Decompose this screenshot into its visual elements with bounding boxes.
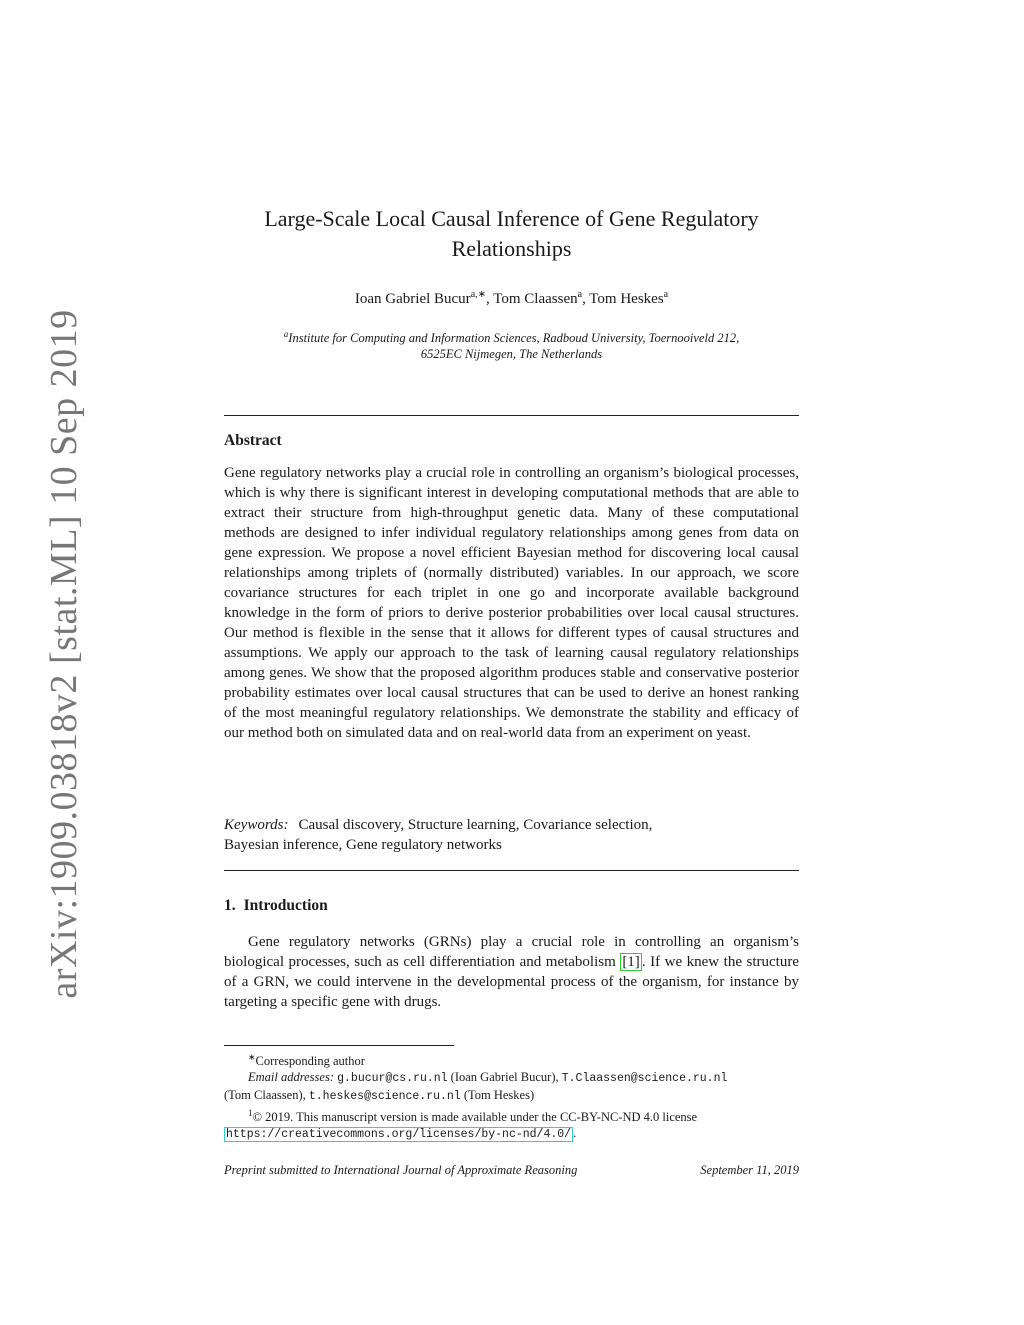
email-bucur: g.bucur@cs.ru.nl [337, 1072, 448, 1086]
keywords [224, 815, 799, 855]
footer-journal: Preprint submitted to International Journal of Approximate Reasoning [224, 1163, 578, 1177]
introduction-paragraph: Gene regulatory networks (GRNs) play a crucial role in controlling an organism’s biological processes, such as cell differentiation and metabolism [1] . If we knew the structure of a GRN, we could intervene in the developmental process of the organism, for instance by targeting a specific gene with drugs. [224, 934, 800, 1010]
email-label: Email addresses: [248, 1070, 334, 1085]
footnote-corresponding: ∗Corresponding author [248, 1052, 365, 1069]
footnotes [224, 1049, 799, 1143]
affiliation [224, 326, 799, 362]
section-heading-introduction [224, 897, 328, 915]
author-name: Tom Claassen [493, 291, 578, 307]
author-affil-mark: a [663, 289, 669, 300]
arxiv-identifier-stamp: arXiv:1909.03818v2 [stat.ML] 10 Sep 2019 [43, 309, 85, 999]
license-url-link[interactable]: https://creativecommons.org/licenses/by-nc-nd/4.0/ [226, 1128, 572, 1142]
author-name: Tom Heskes [589, 291, 664, 307]
paper-title [224, 204, 799, 264]
title-line-1: Large-Scale Local Causal Inference of Gene Regulatory [264, 206, 759, 231]
abstract-top-rule [224, 415, 799, 416]
footnote-emails: Email addresses: g.bucur@cs.ru.nl (Ioan Gabriel Bucur), T.Claassen@science.ru.nl [248, 1070, 728, 1086]
email-claassen: T.Claassen@science.ru.nl [561, 1072, 728, 1086]
email-heskes: t.heskes@science.ru.nl [308, 1090, 461, 1104]
abstract-bottom-rule [224, 870, 799, 871]
footnote-rule [224, 1045, 454, 1046]
section-number: 1. [224, 897, 236, 914]
affiliation-mark: a [283, 329, 289, 339]
author-affil-mark: a,∗ [470, 289, 487, 300]
citation-link[interactable]: [1] [622, 954, 640, 970]
footnote-emails-cont: (Tom Claassen), t.heskes@science.ru.nl (Tom Heskes) [224, 1088, 535, 1104]
preprint-footer [224, 1163, 799, 1178]
title-line-2: Relationships [451, 236, 572, 261]
footnote-license-url-line: https://creativecommons.org/licenses/by-nc-nd/4.0/ . [226, 1126, 577, 1142]
affiliation-line-1: Institute for Computing and Information Sciences, Radboud University, Toernooiveld 212, [288, 331, 740, 346]
footnote-license: $^1$© 2019. This manuscript version is made available under the CC-BY-NC-ND 4.0 license [248, 1108, 698, 1125]
footer-date: September 11, 2019 [700, 1163, 799, 1177]
author-affil-mark: a [577, 289, 583, 300]
section-title: Introduction [243, 897, 328, 914]
abstract-body: Gene regulatory networks play a crucial role in controlling an organism’s biological processes, which is why there is significant interest in developing computational methods that are able to extract their structure from high-throughput genetic data. Many of these computational methods are designed to infer individual regulatory relationships among genes from data on gene expression. We propose a novel efficient Bayesian method for discovering local causal relationships among triplets of (normally distributed) variables. In our approach, we score covariance structures for each triplet in one go and incorporate available background knowledge in the form of priors to derive posterior probabilities over local causal structures. Our method is flexible in the sense that it allows for different types of causal structures and assumptions. We apply our approach to the task of learning causal regulatory relationships among genes. We show that the proposed algorithm produces stable and conservative posterior probability estimates over local causal structures that can be used to derive an honest ranking of the most meaningful regulatory relationships. We demonstrate the stability and efficacy of our method both on simulated data and on real-world data from an experiment on yeast. [224, 465, 799, 741]
keywords-line-2: Bayesian inference, Gene regulatory networks [224, 837, 502, 853]
affiliation-line-2: 6525EC Nijmegen, The Netherlands [420, 347, 603, 362]
abstract-heading: Abstract [224, 432, 282, 449]
keywords-line-1: Causal discovery, Structure learning, Covariance selection, [298, 817, 653, 833]
author-list: Ioan Gabriel Bucur$^{a,∗}$, Tom Claassen$^a$, Tom Heskes$^a$ [354, 289, 669, 307]
author-name: Ioan Gabriel Bucur [354, 291, 471, 307]
keywords-label: Keywords: [224, 817, 289, 833]
